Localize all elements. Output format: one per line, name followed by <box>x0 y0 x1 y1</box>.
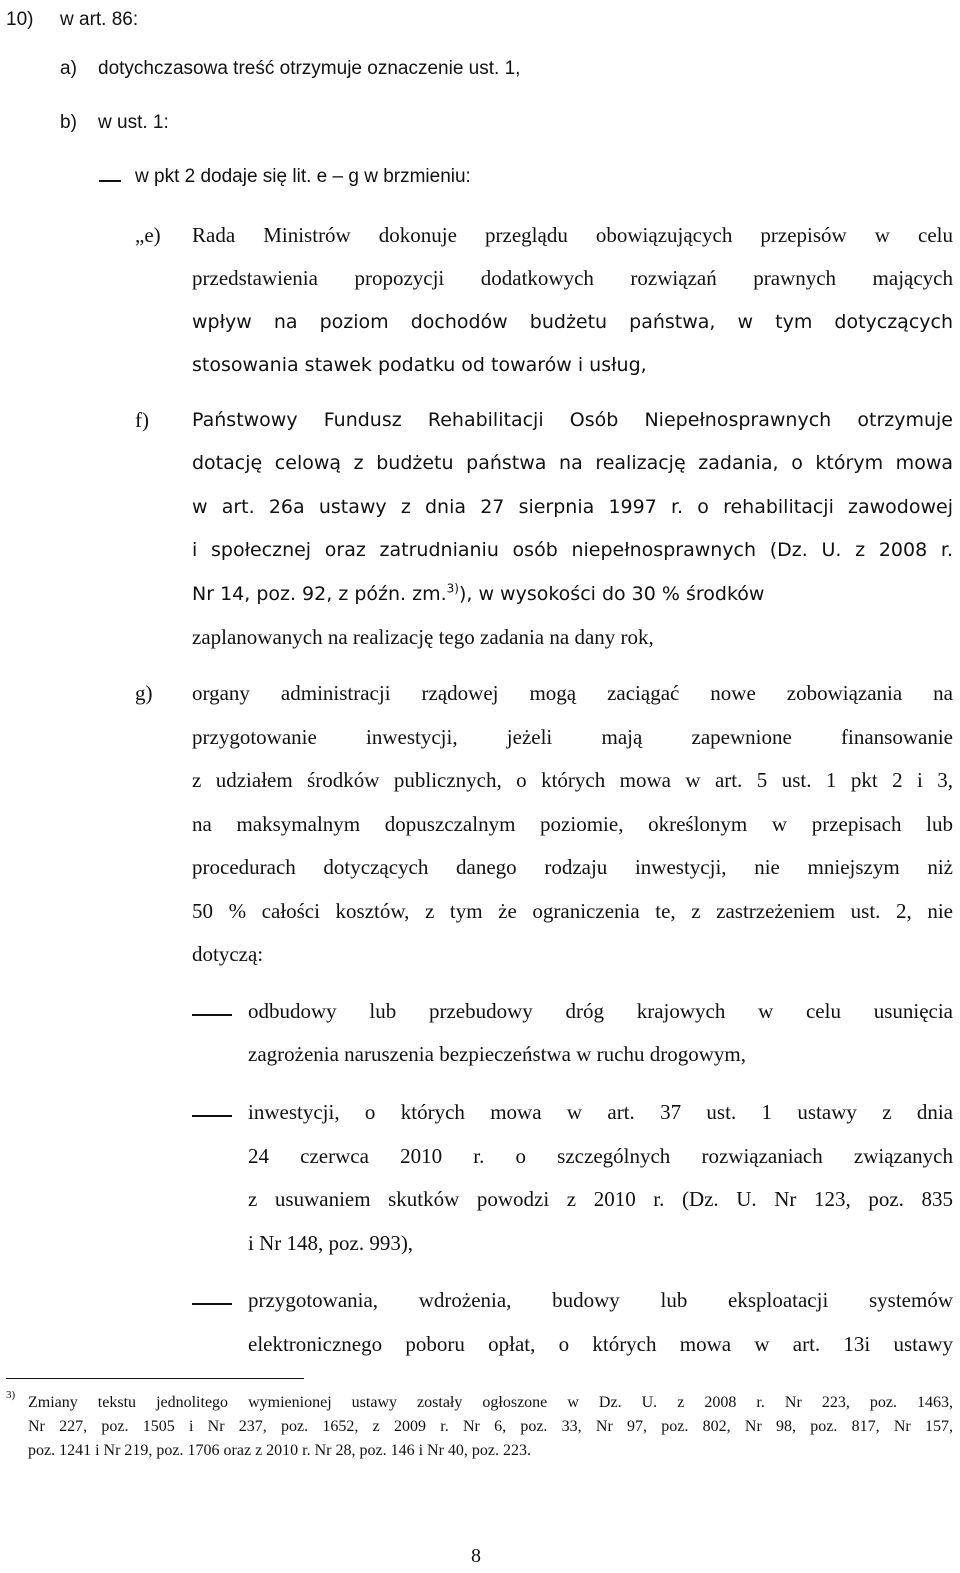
sub-item-a-label: a) <box>60 58 77 79</box>
list-dash <box>192 1014 232 1016</box>
point-e-line: stosowania stawek podatku od towarów i usług, <box>192 354 647 376</box>
dash-item-line: z usuwaniem skutków powodzi z 2010 r. (Dz. U. Nr 123, poz. 835 <box>248 1187 953 1211</box>
page-number: 8 <box>471 1545 481 1567</box>
point-g-line: na maksymalnym dopuszczalnym poziomie, określonym w przepisach lub <box>192 812 953 836</box>
point-e-line: wpływ na poziom dochodów budżetu państwa, w tym dotyczących <box>192 311 953 333</box>
point-g-line: procedurach dotyczących danego rodzaju inwestycji, nie mniejszym niż <box>192 855 953 879</box>
point-f-line: w art. 26a ustawy z dnia 27 sierpnia 1997 r. o rehabilitacji zawodowej <box>192 496 953 518</box>
point-g-line: 50 % całości kosztów, z tym że ograniczenia te, z zastrzeżeniem ust. 2, nie <box>192 899 953 923</box>
point-f-line: zaplanowanych na realizację tego zadania na dany rok, <box>192 625 654 649</box>
sub-item-b-text: w ust. 1: <box>98 112 169 133</box>
point-f-line: Państwowy Fundusz Rehabilitacji Osób Niepełnosprawnych otrzymuje <box>192 409 953 431</box>
dash-item-line: zagrożenia naruszenia bezpieczeństwa w ruchu drogowym, <box>248 1042 746 1066</box>
bullet-dash <box>99 180 121 182</box>
point-f-label: f) <box>135 408 149 432</box>
point-f-line: i społecznej oraz zatrudnianiu osób niepełnosprawnych (Dz. U. z 2008 r. <box>192 539 953 561</box>
dash-item-line: 24 czerwca 2010 r. o szczególnych rozwiązaniach związanych <box>248 1144 953 1168</box>
item-number: 10) <box>6 9 34 30</box>
sub-item-b-label: b) <box>60 112 77 133</box>
dash-item-line: i Nr 148, poz. 993), <box>248 1231 414 1255</box>
point-f-line: dotację celową z budżetu państwa na realizację zadania, o którym mowa <box>192 452 953 474</box>
dash-item-line: przygotowania, wdrożenia, budowy lub eksploatacji systemów <box>248 1288 953 1312</box>
dash-item-line: elektronicznego poboru opłat, o których mowa w art. 13i ustawy <box>248 1332 953 1356</box>
point-e-line: Rada Ministrów dokonuje przeglądu obowiązujących przepisów w celu <box>192 223 953 247</box>
point-g-line: z udziałem środków publicznych, o których mowa w art. 5 ust. 1 pkt 2 i 3, <box>192 768 953 792</box>
point-g-label: g) <box>135 681 153 705</box>
item-text: w art. 86: <box>60 9 139 30</box>
point-f-line-start: Nr 14, poz. 92, z późn. zm. <box>192 583 447 605</box>
footnote-marker: 3) <box>6 1389 16 1401</box>
dash-item-line: odbudowy lub przebudowy dróg krajowych w celu usunięcia <box>248 999 953 1023</box>
list-dash <box>192 1303 232 1305</box>
footnote-line: Zmiany tekstu jednolitego wymienionej ustawy zostały ogłoszone w Dz. U. z 2008 r. Nr 223, poz. 1463, <box>28 1394 953 1411</box>
bullet-text: w pkt 2 dodaje się lit. e – g w brzmieniu: <box>135 166 471 187</box>
point-e-line: przedstawienia propozycji dodatkowych rozwiązań prawnych mających <box>192 266 953 290</box>
point-g-line: przygotowanie inwestycji, jeżeli mają zapewnione finansowanie <box>192 725 953 749</box>
point-e-label: „e) <box>135 223 161 247</box>
sub-item-a-text: dotychczasowa treść otrzymuje oznaczenie ust. 1, <box>98 58 521 79</box>
point-f-line-with-footnote <box>192 583 953 606</box>
footnote-separator <box>6 1378 304 1379</box>
point-f-line-end: ), w wysokości do 30 % środków <box>458 583 765 605</box>
point-g-line: organy administracji rządowej mogą zaciągać nowe zobowiązania na <box>192 681 953 705</box>
footnote-line: poz. 1241 i Nr 219, poz. 1706 oraz z 2010 r. Nr 28, poz. 146 i Nr 40, poz. 223. <box>28 1442 532 1459</box>
point-g-line: dotyczą: <box>192 942 264 966</box>
list-dash <box>192 1115 232 1117</box>
dash-item-line: inwestycji, o których mowa w art. 37 ust. 1 ustawy z dnia <box>248 1100 953 1124</box>
footnote-line: Nr 227, poz. 1505 i Nr 237, poz. 1652, z 2009 r. Nr 6, poz. 33, Nr 97, poz. 802, Nr 98, poz. 817, Nr 157, <box>28 1418 953 1435</box>
footnote-reference: 3) <box>446 581 459 596</box>
